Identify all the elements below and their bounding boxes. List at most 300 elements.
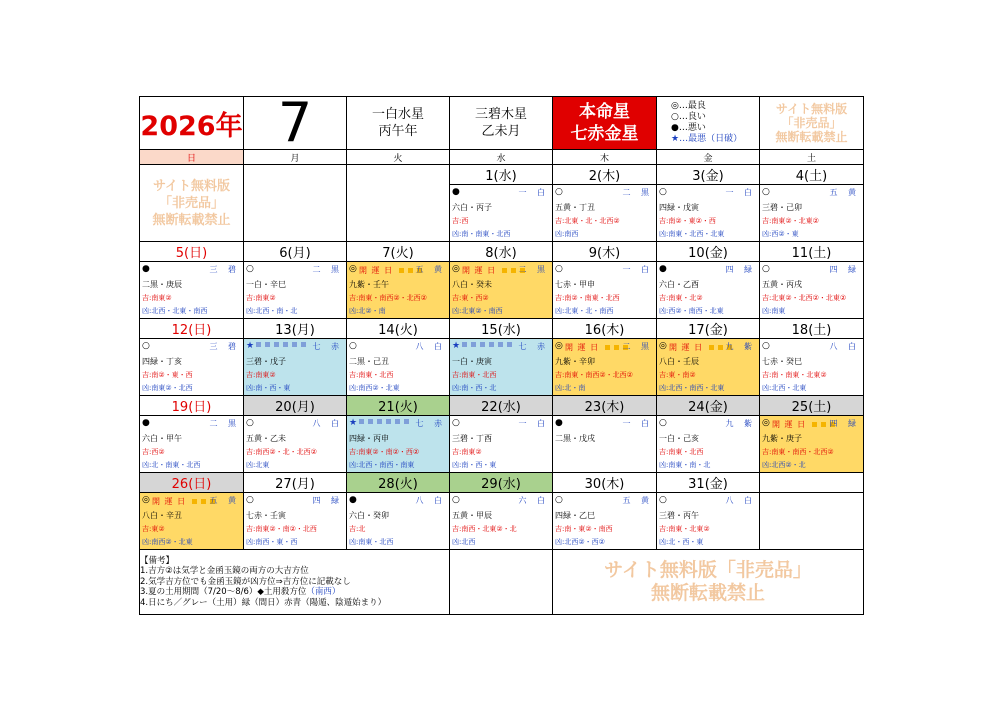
kaiun-square bbox=[502, 268, 507, 273]
day-eto: 八白・辛丑 bbox=[142, 511, 182, 520]
day-eto: 三碧・戊子 bbox=[246, 357, 286, 366]
day-info-cell bbox=[140, 493, 244, 550]
day-star: 四 緑 bbox=[312, 496, 343, 505]
lucky-directions: 吉:南西②・北・北西② bbox=[246, 448, 317, 456]
day-star: 五 黄 bbox=[209, 496, 240, 505]
date-cell: 8(水) bbox=[450, 242, 553, 262]
day-star: 七 赤 bbox=[518, 342, 549, 351]
day-info-cell bbox=[657, 416, 760, 473]
day-eto: 九紫・壬午 bbox=[349, 280, 389, 289]
weeks-body bbox=[140, 165, 864, 550]
day-eto: 八白・壬辰 bbox=[659, 357, 699, 366]
day-star: 四 緑 bbox=[829, 265, 860, 274]
day-eto: 五黄・乙未 bbox=[246, 434, 286, 443]
lucky-directions: 吉:南東・北東② bbox=[659, 525, 710, 533]
day-info bbox=[553, 185, 656, 241]
day-star: 二 黒 bbox=[622, 342, 653, 351]
day-info-cell bbox=[657, 185, 760, 242]
calendar-table bbox=[139, 96, 864, 615]
kaiun-text: 開 運 日 bbox=[462, 266, 497, 275]
unlucky-directions: 凶:北・西・東 bbox=[659, 538, 704, 546]
day-eto: 五黄・丁丑 bbox=[555, 203, 595, 212]
unlucky-directions: 凶:南・西・東 bbox=[452, 461, 497, 469]
day-info bbox=[450, 416, 552, 472]
info-row bbox=[140, 262, 864, 319]
watermark-line2: 「非売品」 bbox=[781, 116, 842, 130]
kaiun-text: 開 運 日 bbox=[152, 497, 187, 506]
notes-line-3-text: 3.夏の土用期間（7/20～8/6）◆土用殺方位 bbox=[140, 587, 307, 598]
day-info-cell bbox=[450, 262, 553, 319]
date-row bbox=[140, 319, 864, 339]
day-info bbox=[553, 262, 656, 318]
weekday-mon: 月 bbox=[244, 150, 347, 165]
unlucky-directions: 凶:南・南東・北西 bbox=[452, 230, 511, 238]
date-cell: 18(土) bbox=[760, 319, 864, 339]
day-info-cell bbox=[244, 416, 347, 473]
fortune-mark: ● bbox=[659, 264, 667, 274]
fortune-mark: ○ bbox=[142, 341, 150, 351]
lucky-directions: 吉:西② bbox=[142, 448, 165, 456]
date-cell bbox=[760, 473, 864, 493]
fortune-mark: ★ bbox=[452, 341, 461, 351]
hago-square bbox=[377, 419, 382, 424]
fortune-mark: ○ bbox=[762, 264, 770, 274]
day-star: 一 白 bbox=[518, 188, 549, 197]
date-cell: 6(月) bbox=[244, 242, 347, 262]
day-info bbox=[760, 185, 863, 241]
kaiun-text: 開 運 日 bbox=[772, 420, 807, 429]
lucky-directions: 吉:南東・北西 bbox=[659, 448, 704, 456]
fortune-mark: ○ bbox=[349, 341, 357, 351]
weekday-wed: 水 bbox=[450, 150, 553, 165]
header-row bbox=[140, 97, 864, 150]
day-star: 二 黒 bbox=[518, 265, 549, 274]
day-star: 二 黒 bbox=[312, 265, 343, 274]
fortune-mark: ○ bbox=[555, 187, 563, 197]
day-info-cell bbox=[760, 339, 864, 396]
day-star: 七 赤 bbox=[415, 419, 446, 428]
lucky-directions: 吉:南東・南西②・北西② bbox=[555, 371, 633, 379]
legend-bad: ●…悪い bbox=[671, 123, 706, 133]
notes-line-4: 4.日にち／グレー（土用）緑（間日）赤青（陽遁、陰遁始まり） bbox=[140, 597, 387, 608]
hago-square bbox=[480, 342, 485, 347]
lucky-directions: 吉:南②・南東・北西 bbox=[555, 294, 620, 302]
header-watermark bbox=[760, 97, 864, 150]
day-eto: 七赤・癸巳 bbox=[762, 357, 802, 366]
lucky-directions: 吉:東② bbox=[142, 525, 165, 533]
hago-square bbox=[489, 342, 494, 347]
day-info-cell bbox=[450, 493, 553, 550]
date-cell: 29(水) bbox=[450, 473, 553, 493]
weekday-thu: 木 bbox=[553, 150, 657, 165]
day-info bbox=[244, 339, 346, 395]
lucky-directions: 吉:東・南② bbox=[659, 371, 696, 379]
lucky-directions: 吉:南東・北② bbox=[659, 294, 703, 302]
lucky-directions: 吉:南東②・南②・北西 bbox=[246, 525, 317, 533]
day-info-cell bbox=[553, 339, 657, 396]
unlucky-directions: 凶:南東 bbox=[762, 307, 786, 315]
watermark-line1: サイト無料版 bbox=[775, 102, 848, 116]
lucky-directions: 吉:南・南東・北東② bbox=[762, 371, 827, 379]
date-cell: 27(月) bbox=[244, 473, 347, 493]
fortune-mark: ○ bbox=[555, 495, 563, 505]
day-info-cell bbox=[450, 339, 553, 396]
date-cell: 7(火) bbox=[347, 242, 450, 262]
unlucky-directions: 凶:南・西・東 bbox=[246, 384, 291, 392]
info-row bbox=[140, 416, 864, 473]
day-eto: 四緑・乙巳 bbox=[555, 511, 595, 520]
fortune-mark: ◎ bbox=[452, 264, 460, 274]
kaiun-text: 開 運 日 bbox=[359, 266, 394, 275]
fortune-mark: ● bbox=[142, 264, 150, 274]
hago-square bbox=[283, 342, 288, 347]
day-star: 五 黄 bbox=[622, 496, 653, 505]
day-info-cell bbox=[347, 493, 450, 550]
date-cell: 13(月) bbox=[244, 319, 347, 339]
date-cell: 25(土) bbox=[760, 396, 864, 416]
hago-square bbox=[386, 419, 391, 424]
honmei-line1: 本命星 bbox=[579, 102, 630, 122]
day-eto: 九紫・辛卯 bbox=[555, 357, 595, 366]
kaiun-square bbox=[192, 499, 197, 504]
date-row bbox=[140, 242, 864, 262]
date-cell bbox=[244, 165, 347, 242]
day-star: 二 黒 bbox=[209, 419, 240, 428]
day-info-cell bbox=[760, 416, 864, 473]
day-eto: 八白・癸未 bbox=[452, 280, 492, 289]
day-info bbox=[657, 185, 759, 241]
month-title: 7 bbox=[244, 97, 347, 150]
day-info bbox=[347, 416, 449, 472]
weekday-sun: 日 bbox=[140, 150, 244, 165]
day-eto: 六白・丙子 bbox=[452, 203, 492, 212]
lucky-directions: 吉:北 bbox=[349, 525, 366, 533]
date-cell: 5(日) bbox=[140, 242, 244, 262]
info-row bbox=[140, 339, 864, 396]
day-info bbox=[553, 493, 656, 549]
day-star: 三 碧 bbox=[209, 342, 240, 351]
day-info bbox=[140, 493, 243, 549]
unlucky-directions: 凶:南西②・北東 bbox=[349, 384, 400, 392]
fortune-mark: ◎ bbox=[659, 341, 667, 351]
day-info-cell bbox=[657, 339, 760, 396]
day-info bbox=[244, 416, 346, 472]
fortune-mark: ◎ bbox=[142, 495, 150, 505]
lucky-directions: 吉:南②・東②・西 bbox=[659, 217, 716, 225]
fortune-mark: ○ bbox=[452, 418, 460, 428]
kaiun-square bbox=[408, 268, 413, 273]
day-info bbox=[657, 262, 759, 318]
day-eto: 三碧・丁酉 bbox=[452, 434, 492, 443]
lucky-directions: 吉:南東・北西 bbox=[452, 371, 497, 379]
date-cell: 12(日) bbox=[140, 319, 244, 339]
fortune-mark: ◎ bbox=[349, 264, 357, 274]
date-cell: 14(火) bbox=[347, 319, 450, 339]
lucky-directions: 吉:北東②・北西②・北東② bbox=[762, 294, 847, 302]
day-info-cell bbox=[140, 339, 244, 396]
date-cell: 28(火) bbox=[347, 473, 450, 493]
fortune-mark: ★ bbox=[246, 341, 255, 351]
day-star: 七 赤 bbox=[312, 342, 343, 351]
lucky-directions: 吉:西 bbox=[452, 217, 469, 225]
kaiun-text: 開 運 日 bbox=[669, 343, 704, 352]
day-eto: 二黒・己丑 bbox=[349, 357, 389, 366]
day-info bbox=[140, 416, 243, 472]
hago-square bbox=[507, 342, 512, 347]
month-star bbox=[450, 97, 553, 150]
lucky-directions: 吉:南東② bbox=[452, 448, 482, 456]
day-star: 八 白 bbox=[415, 496, 446, 505]
day-info-cell bbox=[244, 493, 347, 550]
date-cell: 21(火) bbox=[347, 396, 450, 416]
unlucky-directions: 凶:南西・東・西 bbox=[246, 538, 298, 546]
day-info bbox=[140, 339, 243, 395]
day-star: 一 白 bbox=[725, 188, 756, 197]
unlucky-directions: 凶:南東・南・北 bbox=[659, 461, 711, 469]
fortune-mark: ○ bbox=[246, 495, 254, 505]
unlucky-directions: 凶:北西 bbox=[452, 538, 476, 546]
day-info-cell bbox=[347, 339, 450, 396]
honmei-line2: 七赤金星 bbox=[570, 124, 639, 144]
fortune-mark: ○ bbox=[246, 264, 254, 274]
fortune-mark: ● bbox=[349, 495, 357, 505]
day-info-cell bbox=[553, 185, 657, 242]
unlucky-directions: 凶:南西 bbox=[555, 230, 579, 238]
fortune-mark: ○ bbox=[659, 495, 667, 505]
date-cell: 10(金) bbox=[657, 242, 760, 262]
day-star: 五 黄 bbox=[829, 188, 860, 197]
day-eto: 四緑・戊寅 bbox=[659, 203, 699, 212]
unlucky-directions: 凶:北西・北東・南西 bbox=[142, 307, 208, 315]
fortune-mark: ○ bbox=[659, 187, 667, 197]
day-info-cell bbox=[244, 262, 347, 319]
unlucky-directions: 凶:西②・南西・北東 bbox=[659, 307, 724, 315]
day-info-cell bbox=[657, 493, 760, 550]
day-eto: 九紫・庚子 bbox=[762, 434, 802, 443]
lucky-directions: 吉:南②・東・西 bbox=[142, 371, 193, 379]
day-star: 一 白 bbox=[622, 265, 653, 274]
day-star: 二 黒 bbox=[622, 188, 653, 197]
lucky-directions: 吉:南東② bbox=[246, 371, 276, 379]
unlucky-directions: 凶:北②・南 bbox=[349, 307, 386, 315]
date-cell: 20(月) bbox=[244, 396, 347, 416]
sunday-watermark-line: 「非売品」 bbox=[158, 195, 224, 211]
date-cell: 3(金) bbox=[657, 165, 760, 185]
day-eto: 三碧・丙午 bbox=[659, 511, 699, 520]
hago-square bbox=[471, 342, 476, 347]
day-star: 四 緑 bbox=[725, 265, 756, 274]
legend-good: ○…良い bbox=[671, 112, 706, 122]
lucky-directions: 吉:南東② bbox=[246, 294, 276, 302]
day-info-cell bbox=[347, 416, 450, 473]
kaiun-text: 開 運 日 bbox=[565, 343, 600, 352]
day-info bbox=[347, 493, 449, 549]
day-eto: 四緑・丁亥 bbox=[142, 357, 182, 366]
day-eto: 五黄・丙戌 bbox=[762, 280, 802, 289]
day-eto: 七赤・壬寅 bbox=[246, 511, 286, 520]
day-eto: 六白・甲午 bbox=[142, 434, 182, 443]
unlucky-directions: 凶:南・西・北 bbox=[452, 384, 497, 392]
lucky-directions: 吉:南東・南西②・北西② bbox=[349, 294, 427, 302]
kaiun-square bbox=[718, 345, 723, 350]
footer-watermark bbox=[553, 550, 864, 615]
kaiun-square bbox=[201, 499, 206, 504]
day-info-cell bbox=[244, 339, 347, 396]
day-info-cell bbox=[140, 416, 244, 473]
kaiun-square bbox=[605, 345, 610, 350]
day-info bbox=[760, 262, 863, 318]
fortune-mark: ○ bbox=[246, 418, 254, 428]
day-star: 一 白 bbox=[622, 419, 653, 428]
hago-square bbox=[498, 342, 503, 347]
lucky-directions: 吉:南東②・南②・西② bbox=[349, 448, 420, 456]
date-cell: 2(木) bbox=[553, 165, 657, 185]
weekday-sat: 土 bbox=[760, 150, 864, 165]
day-info-cell bbox=[553, 262, 657, 319]
unlucky-directions: 凶:南東・北西・北東 bbox=[659, 230, 725, 238]
date-cell: 17(金) bbox=[657, 319, 760, 339]
fortune-mark: ★ bbox=[349, 418, 358, 428]
unlucky-directions: 凶:南東・北西 bbox=[349, 538, 394, 546]
fortune-mark: ◎ bbox=[762, 418, 770, 428]
day-eto: 一白・辛巳 bbox=[246, 280, 286, 289]
day-info bbox=[553, 339, 656, 395]
notes-line-2: 2.気学吉方位でも金函玉鏡が凶方位⇒吉方位に記載なし bbox=[140, 576, 351, 587]
day-info-cell bbox=[760, 493, 864, 550]
hago-square bbox=[368, 419, 373, 424]
lucky-directions: 吉:南東② bbox=[142, 294, 172, 302]
day-eto: 五黄・甲辰 bbox=[452, 511, 492, 520]
lucky-directions: 吉:南西・北東②・北 bbox=[452, 525, 517, 533]
legend bbox=[657, 97, 760, 150]
notes-line-1: 1.吉方②は気学と金函玉鏡の両方の大吉方位 bbox=[140, 566, 309, 577]
day-info-cell bbox=[553, 493, 657, 550]
date-cell: 26(日) bbox=[140, 473, 244, 493]
hago-square bbox=[265, 342, 270, 347]
date-cell: 9(木) bbox=[553, 242, 657, 262]
day-eto: 一白・己亥 bbox=[659, 434, 699, 443]
notes-cell bbox=[140, 550, 450, 615]
hago-square bbox=[462, 342, 467, 347]
day-eto: 六白・乙酉 bbox=[659, 280, 699, 289]
lucky-directions: 吉:東・西② bbox=[452, 294, 489, 302]
date-cell: 16(木) bbox=[553, 319, 657, 339]
day-star: 四 緑 bbox=[829, 419, 860, 428]
hago-square bbox=[359, 419, 364, 424]
day-info bbox=[244, 262, 346, 318]
day-info bbox=[657, 339, 759, 395]
day-star: 八 白 bbox=[829, 342, 860, 351]
honmei-star bbox=[553, 97, 657, 150]
info-row bbox=[140, 493, 864, 550]
unlucky-directions: 凶:北西・南西・南東 bbox=[349, 461, 415, 469]
unlucky-directions: 凶:北西・北東 bbox=[762, 384, 807, 392]
day-eto: 六白・癸卯 bbox=[349, 511, 389, 520]
day-star: 一 白 bbox=[518, 419, 549, 428]
day-info bbox=[553, 416, 656, 472]
day-info-cell bbox=[450, 416, 553, 473]
date-cell: 11(土) bbox=[760, 242, 864, 262]
watermark-line3: 無断転載禁止 bbox=[775, 130, 848, 144]
fortune-mark: ○ bbox=[452, 495, 460, 505]
fortune-mark: ● bbox=[555, 418, 563, 428]
unlucky-directions: 凶:南東②・北西 bbox=[142, 384, 193, 392]
date-row bbox=[140, 473, 864, 493]
kaiun-square bbox=[709, 345, 714, 350]
date-cell: 4(土) bbox=[760, 165, 864, 185]
unlucky-directions: 凶:西②・東 bbox=[762, 230, 799, 238]
day-info-cell bbox=[140, 262, 244, 319]
month-star-line1: 三碧木星 bbox=[474, 107, 527, 122]
fortune-mark: ○ bbox=[659, 418, 667, 428]
unlucky-directions: 凶:北西②・西② bbox=[555, 538, 605, 546]
day-info bbox=[450, 339, 552, 395]
day-eto: 一白・庚寅 bbox=[452, 357, 492, 366]
day-info bbox=[450, 493, 552, 549]
doyo-direction: （南西） bbox=[306, 587, 341, 598]
day-info bbox=[244, 493, 346, 549]
sunday-watermark-line: 無断転載禁止 bbox=[152, 212, 231, 228]
hago-square bbox=[274, 342, 279, 347]
year-star bbox=[347, 97, 450, 150]
year-star-line2: 丙午年 bbox=[378, 124, 418, 139]
hago-square bbox=[301, 342, 306, 347]
hago-square bbox=[404, 419, 409, 424]
notes-title: 【備考】 bbox=[140, 555, 175, 566]
fortune-mark: ○ bbox=[762, 187, 770, 197]
lucky-directions: 吉:北東・北・北西② bbox=[555, 217, 620, 225]
hago-square bbox=[256, 342, 261, 347]
year-star-line1: 一白水星 bbox=[371, 107, 424, 122]
kaiun-square bbox=[511, 268, 516, 273]
day-star: 九 紫 bbox=[725, 342, 756, 351]
weekday-fri: 金 bbox=[657, 150, 760, 165]
weekday-row bbox=[140, 150, 864, 165]
date-cell: 15(水) bbox=[450, 319, 553, 339]
date-row bbox=[140, 396, 864, 416]
lucky-directions: 吉:南東・北西 bbox=[349, 371, 394, 379]
unlucky-directions: 凶:北東・北・南西 bbox=[555, 307, 614, 315]
day-info-cell bbox=[760, 262, 864, 319]
unlucky-directions: 凶:北西②・北 bbox=[762, 461, 806, 469]
day-star: 三 碧 bbox=[209, 265, 240, 274]
kaiun-square bbox=[821, 422, 826, 427]
day-info-cell bbox=[347, 262, 450, 319]
notes-blank bbox=[450, 550, 553, 615]
day-eto: 四緑・丙申 bbox=[349, 434, 389, 443]
day-star: 八 白 bbox=[725, 496, 756, 505]
date-cell bbox=[347, 165, 450, 242]
hago-square bbox=[292, 342, 297, 347]
date-cell: 22(水) bbox=[450, 396, 553, 416]
unlucky-directions: 凶:北東②・南西 bbox=[452, 307, 503, 315]
day-info bbox=[347, 339, 449, 395]
date-row bbox=[140, 165, 864, 185]
day-eto: 三碧・己卯 bbox=[762, 203, 802, 212]
month-star-line2: 乙未月 bbox=[481, 124, 521, 139]
legend-worst: ★…最悪（日破） bbox=[671, 134, 743, 144]
day-eto: 二黒・戊戌 bbox=[555, 434, 595, 443]
day-info bbox=[657, 493, 759, 549]
day-info bbox=[760, 416, 863, 472]
fortune-mark: ◎ bbox=[555, 341, 563, 351]
date-cell: 23(木) bbox=[553, 396, 657, 416]
day-info bbox=[140, 262, 243, 318]
unlucky-directions: 凶:北西・南西・北東 bbox=[659, 384, 725, 392]
kaiun-square bbox=[399, 268, 404, 273]
fortune-mark: ● bbox=[452, 187, 460, 197]
day-eto: 七赤・甲申 bbox=[555, 280, 595, 289]
